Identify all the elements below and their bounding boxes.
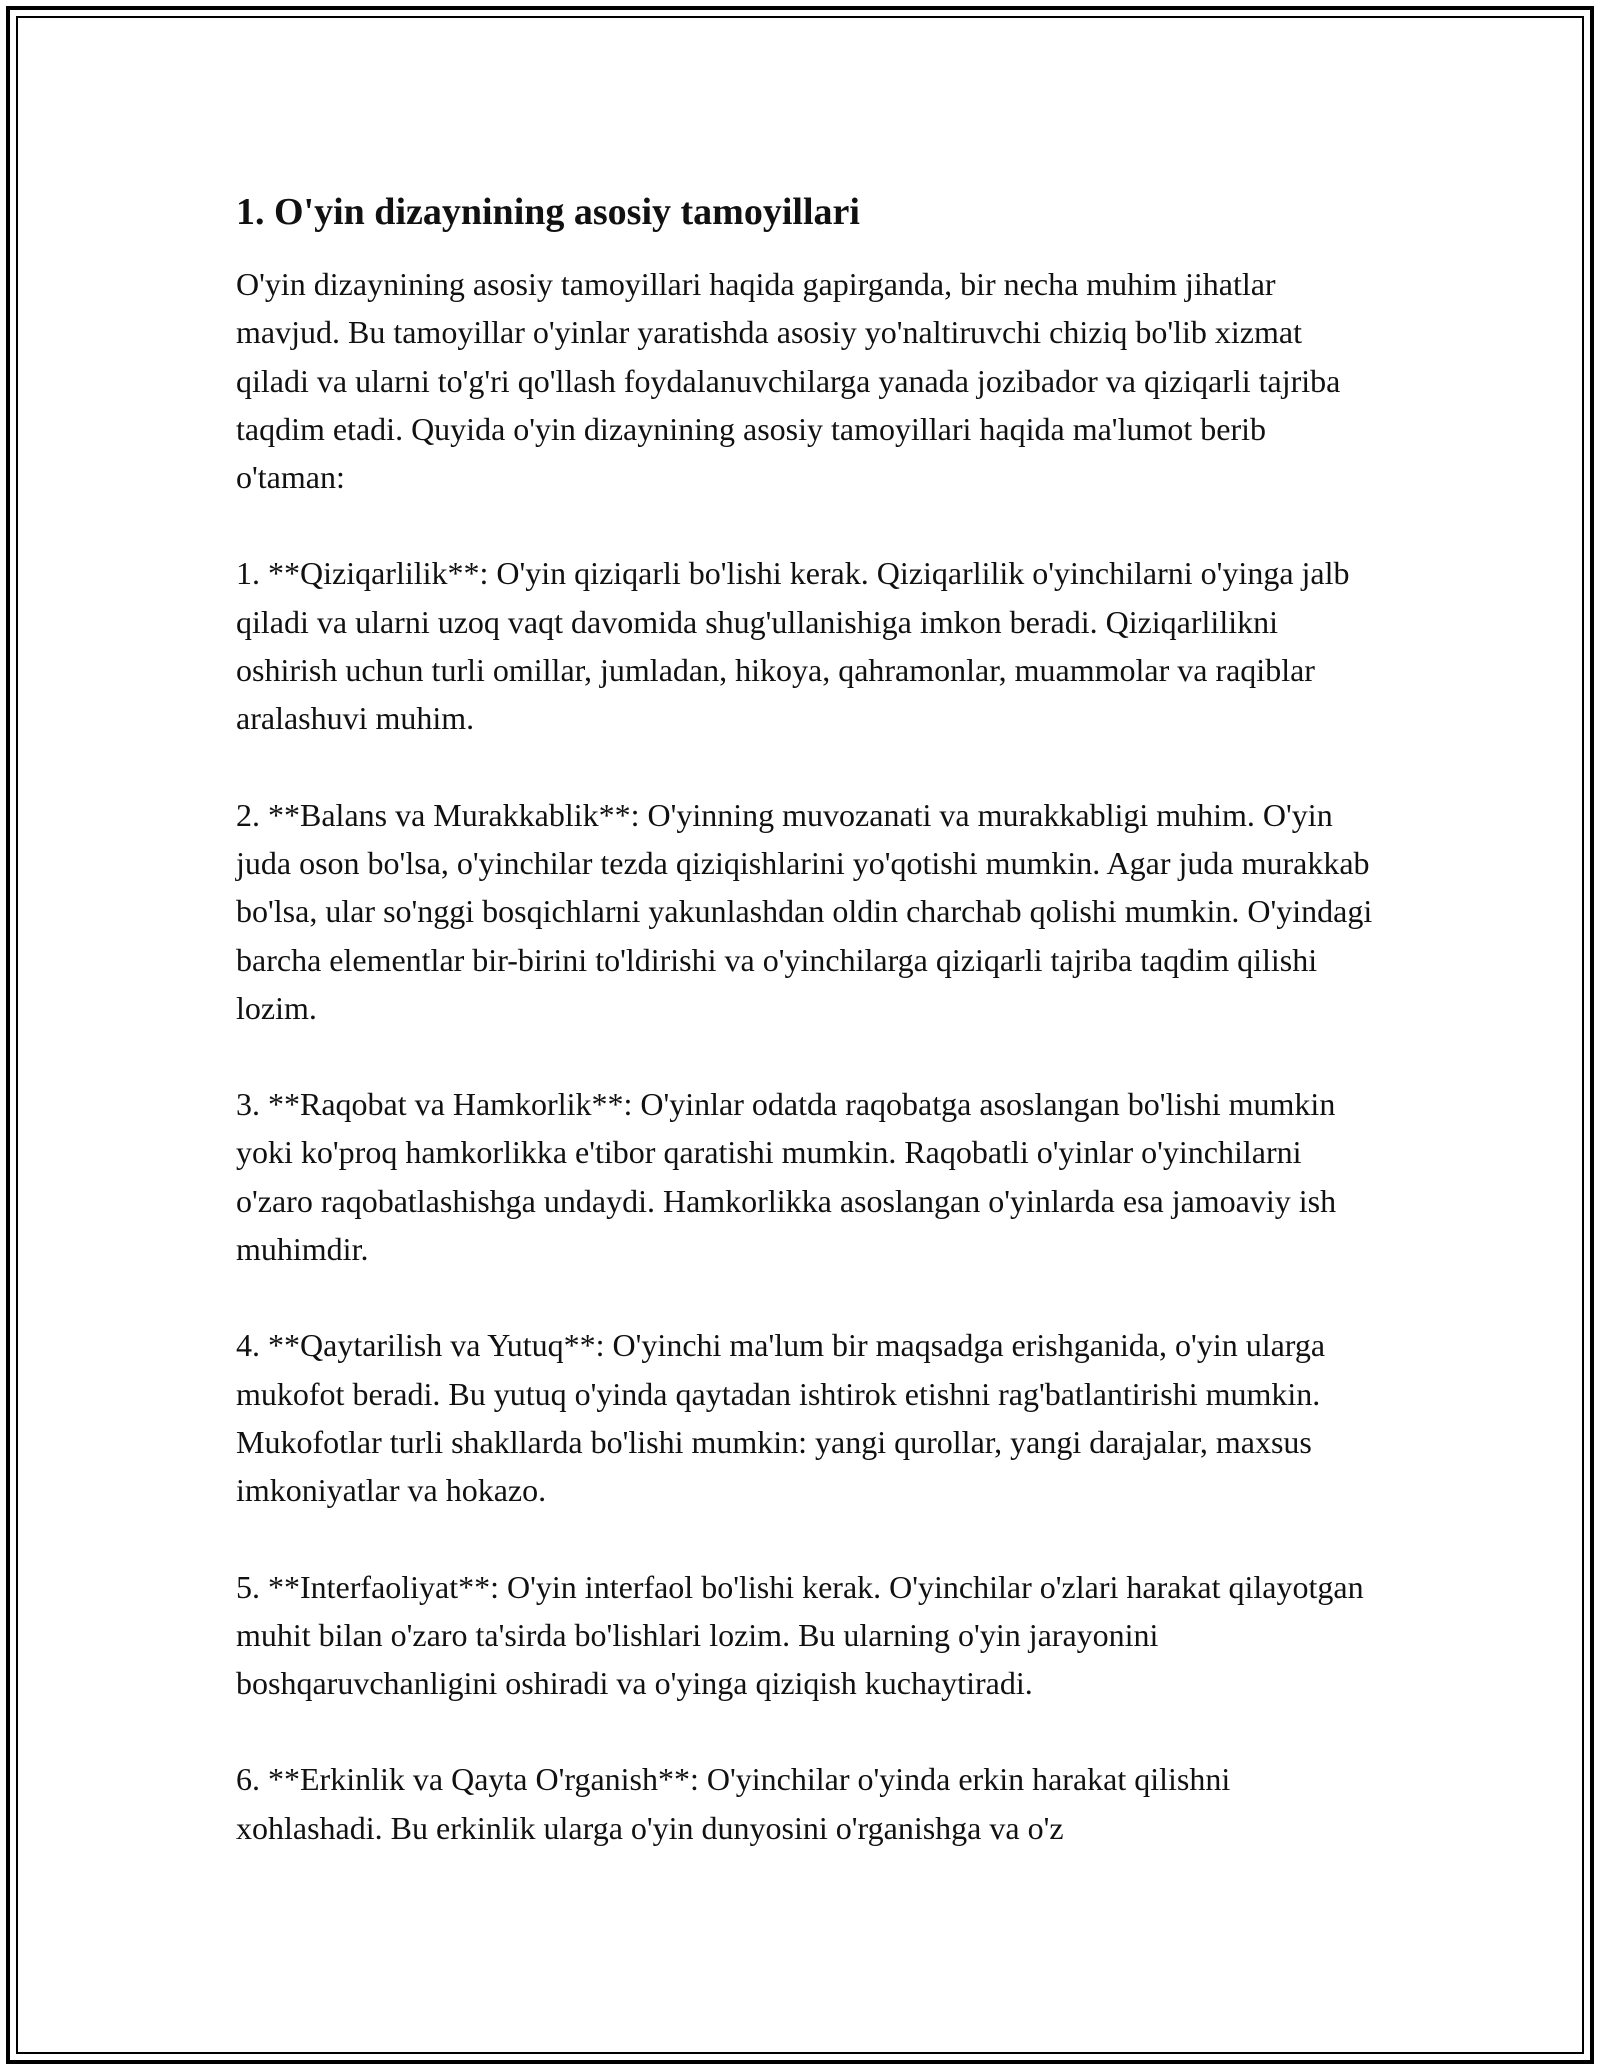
paragraph-erkinlik: 6. **Erkinlik va Qayta O'rganish**: O'yinchilar o'yinda erkin harakat qilishni xohlashadi. Bu erkinlik ularga o'yin dunyosini o'rganishga va o'z (236, 1761, 1231, 1846)
section-heading: 1. O'yin dizaynining asosiy tamoyillari (236, 191, 860, 233)
paragraph-raqobat: 3. **Raqobat va Hamkorlik**: O'yinlar odatda raqobatga asoslangan bo'lishi mumkin yoki ko'proq hamkorlikka e'tibor qaratishi mumkin. Raqobatli o'yinlar o'yinchilarni o'zaro raqobatlashishga undaydi. Hamkorlikka asoslangan o'yinlarda esa jamoaviy ish muhimdir. (236, 1086, 1337, 1268)
paragraph-balans: 2. **Balans va Murakkablik**: O'yinning muvozanati va murakkabligi muhim. O'yin juda oson bo'lsa, o'yinchilar tezda qiziqishlarini yo'qotishi mumkin. Agar juda murakkab bo'lsa, ular so'nggi bosqichlarni yakunlashdan oldin charchab qolishi mumkin. O'yindagi barcha elementlar bir-birini to'ldirishi va o'yinchilarga qiziqarli tajriba taqdim qilishi lozim. (236, 796, 1373, 1026)
paragraph-qaytarilish: 4. **Qaytarilish va Yutuq**: O'yinchi ma'lum bir maqsadga erishganida, o'yin ularga mukofot beradi. Bu yutuq o'yinda qaytadan ishtirok etishni rag'batlantirishi mumkin. Mukofotlar turli shakllarda bo'lishi mumkin: yangi qurollar, yangi darajalar, maxsus imkoniyatlar va hokazo. (236, 1327, 1326, 1509)
paragraph-qiziqarlilik: 1. **Qiziqarlilik**: O'yin qiziqarli bo'lishi kerak. Qiziqarlilik o'yinchilarni o'yinga jalb qiladi va ularni uzoq vaqt davomida shug'ullanishiga imkon beradi. Qiziqarlilikni oshirish uchun turli omillar, jumladan, hikoya, qahramonlar, muammolar va raqiblar aralashuvi muhim. (236, 555, 1350, 737)
intro-paragraph: O'yin dizaynining asosiy tamoyillari haqida gapirganda, bir necha muhim jihatlar mavjud. Bu tamoyillar o'yinlar yaratishda asosiy yo'naltiruvchi chiziq bo'lib xizmat qiladi va ularni to'g'ri qo'llash foydalanuvchilarga yanada jozibador va qiziqarli tajriba taqdim etadi. Quyida o'yin dizaynining asosiy tamoyillari haqida ma'lumot berib o'taman: (236, 266, 1341, 496)
document-body (236, 186, 1376, 1900)
paragraph-interfaoliyat: 5. **Interfaoliyat**: O'yin interfaol bo'lishi kerak. O'yinchilar o'zlari harakat qilayotgan muhit bilan o'zaro ta'sirda bo'lishlari lozim. Bu ularning o'yin jarayonini boshqaruvchanligini oshiradi va o'yinga qiziqish kuchaytiradi. (236, 1568, 1364, 1702)
